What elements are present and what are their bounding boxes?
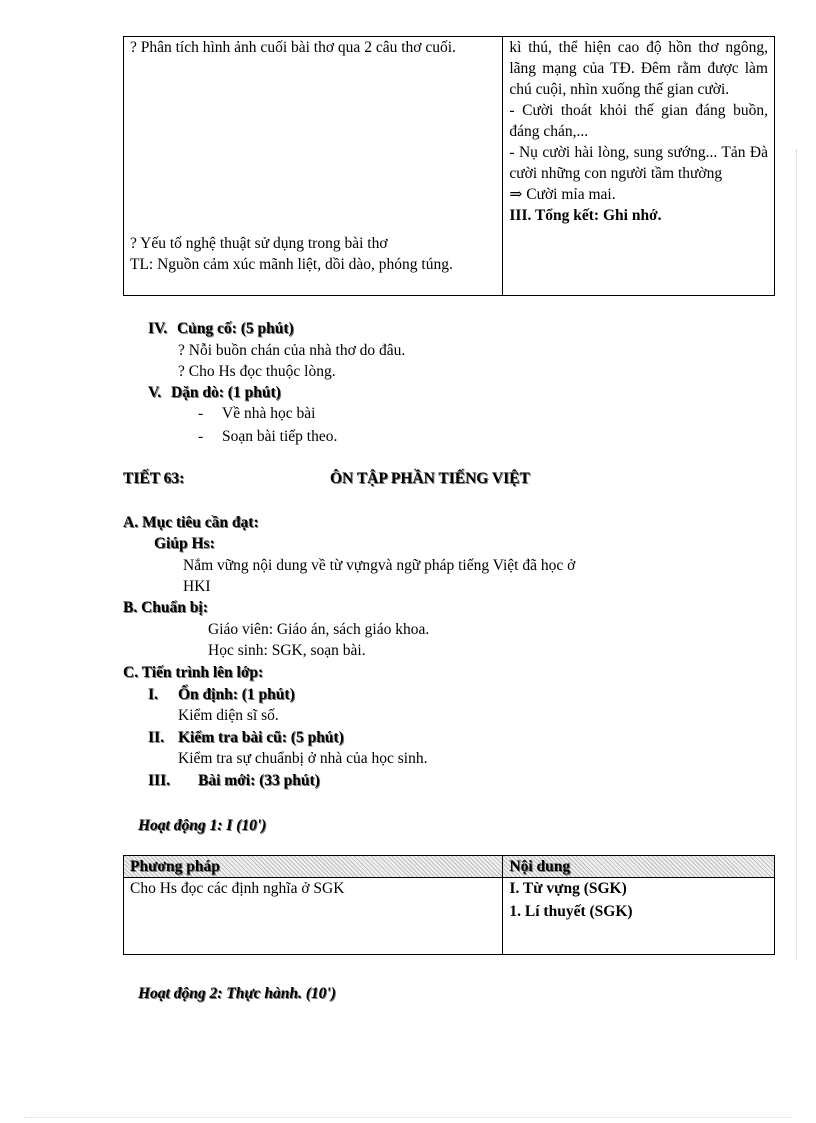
header-method <box>124 856 503 878</box>
section-ii-label: II. <box>148 729 164 746</box>
content-point-2: - Nụ cười hài lòng, sung sướng... Tản Đà cười những con người tầm thường <box>509 144 768 182</box>
margin-guide <box>796 150 797 960</box>
content-table-2 <box>123 855 775 955</box>
vocab-heading: I. Từ vựng (SGK) <box>509 880 627 897</box>
method-cell-2 <box>124 878 503 955</box>
part-b-heading: B. Chuẩn bị: <box>123 599 208 616</box>
section-iii-label: III. <box>148 772 170 789</box>
homework-item-1: Về nhà học bài <box>222 405 316 422</box>
section-ii-heading: Kiểm tra bài cũ: (5 phút) <box>178 729 344 746</box>
homework-item-2: Soạn bài tiếp theo. <box>222 428 338 445</box>
section-v-heading: Dặn dò: (1 phút) <box>170 384 281 401</box>
content-cell-2 <box>503 878 775 955</box>
method-cell <box>124 37 503 296</box>
header-content <box>503 856 775 878</box>
section-iv <box>148 318 294 339</box>
lesson-title: ÔN TẬP PHẦN TIẾNG VIỆT <box>330 470 530 487</box>
bullet-marker: - <box>198 405 204 422</box>
activity-2-heading: Hoạt động 2: Thực hành. (10') <box>138 985 336 1002</box>
header-method-label: Phương pháp <box>130 858 220 875</box>
part-a-heading: A. Mục tiêu cần đạt: <box>123 514 259 531</box>
page-bottom-border <box>24 1117 792 1118</box>
lesson-number: TIẾT 63: <box>123 470 185 487</box>
section-i-text: Kiểm diện sĩ số. <box>178 707 279 724</box>
section-i-heading: Ổn định: (1 phút) <box>178 686 295 703</box>
section-iv-line-1: ? Nỗi buồn chán của nhà thơ do đâu. <box>178 342 406 359</box>
student-preparation: Học sinh: SGK, soạn bài. <box>208 642 366 659</box>
content-conclusion: ⇒ Cười mỉa mai. <box>509 186 616 203</box>
content-point-1: - Cười thoát khỏi thế gian đáng buồn, đáng chán,... <box>509 102 768 140</box>
section-ii-text: Kiểm tra sự chuẩnbị ở nhà của học sinh. <box>178 750 428 767</box>
section-iii-heading: Bài mới: (33 phút) <box>198 772 320 789</box>
question-art-elements: ? Yếu tố nghệ thuật sử dụng trong bài thơ <box>130 235 388 252</box>
content-table-1 <box>123 36 775 296</box>
activity-1-heading: Hoạt động 1: I (10') <box>138 817 267 834</box>
section-iv-heading: Củng cố: (5 phút) <box>176 320 294 337</box>
part-a-text-line-2: HKI <box>183 578 211 595</box>
answer-art-elements: TL: Nguồn cảm xúc mãnh liệt, dồi dào, phóng túng. <box>130 256 453 273</box>
bullet-marker: - <box>198 428 204 445</box>
question-analyze-ending: ? Phân tích hình ảnh cuối bài thơ qua 2 câu thơ cuối. <box>130 39 456 56</box>
content-paragraph: kì thú, thể hiện cao độ hồn thơ ngông, lãng mạng của TĐ. Đêm rằm được làm chú cuội, nhìn xuống thế gian cười. <box>509 39 768 98</box>
summary-heading: III. Tổng kết: Ghi nhớ. <box>509 207 662 224</box>
teacher-preparation: Giáo viên: Giáo án, sách giáo khoa. <box>208 621 430 638</box>
section-v-label: V. <box>148 384 162 401</box>
section-iv-line-2: ? Cho Hs đọc thuộc lòng. <box>178 363 336 380</box>
theory-heading: 1. Lí thuyết (SGK) <box>509 903 633 920</box>
part-a-text-line-1: Nắm vững nội dung về từ vựngvà ngữ pháp tiếng Việt đã học ở <box>183 557 576 574</box>
section-i-label: I. <box>148 686 158 703</box>
method-text: Cho Hs đọc các định nghĩa ở SGK <box>130 880 345 897</box>
section-v <box>148 382 281 403</box>
part-c-heading: C. Tiến trình lên lớp: <box>123 664 264 681</box>
part-a-subheading: Giúp Hs: <box>154 535 215 552</box>
content-cell <box>503 37 775 296</box>
header-content-label: Nội dung <box>509 858 571 875</box>
section-iv-label: IV. <box>148 320 168 337</box>
